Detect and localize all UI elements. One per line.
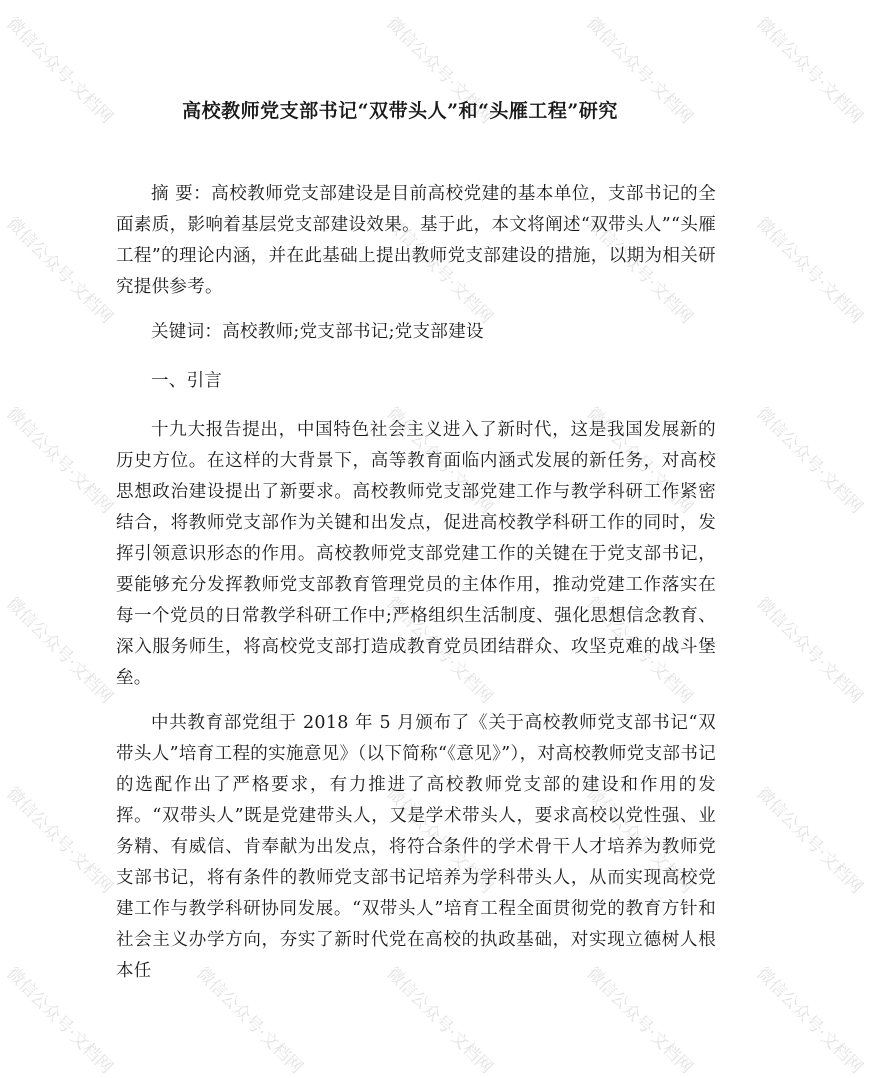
watermark-text: 微信公众号·文档网 <box>2 783 117 898</box>
watermark-text: 微信公众号·文档网 <box>752 13 867 128</box>
watermark-text: 微信公众号·文档网 <box>752 593 867 708</box>
watermark-text: 微信公众号·文档网 <box>382 403 497 518</box>
watermark-text: 微信公众号·文档网 <box>2 213 117 328</box>
keywords-line: 关键词：高校教师;党支部书记;党支部建设 <box>151 322 484 342</box>
watermark-text: 微信公众号·文档网 <box>582 403 697 518</box>
section-heading: 一、引言 <box>151 371 223 391</box>
watermark-text: 微信公众号·文档网 <box>582 783 697 898</box>
watermark-text: 微信公众号·文档网 <box>382 963 497 1078</box>
body-paragraph: 十九大报告提出，中国特色社会主义进入了新时代，这是我国发展新的历史方位。在这样的大背景下，高等教育面临内涵式发展的新任务，对高校思想政治建设提出了新要求。高校教师党支部党建工作与教学科研工作紧密结合，将教师党支部作为关键和出发点，促进高校教学科研工作的同时，发挥引领意识形态的作用。高校教师党支部党建工作的关键在于党支部书记，要能够充分发挥教师党支部教育管理党员的主体作用，推动党建工作落实在每一个党员的日常教学科研工作中;严格组织生活制度、强化思想信念教育、深入服务师生，将高校党支部打造成教育党员团结群众、攻坚克难的战斗堡垒。 <box>116 420 716 688</box>
watermark-text: 微信公众号·文档网 <box>752 783 867 898</box>
watermark-text: 微信公众号·文档网 <box>2 963 117 1078</box>
watermark-text: 微信公众号·文档网 <box>2 403 117 518</box>
watermark-text: 微信公众号·文档网 <box>582 13 697 128</box>
watermark-text: 微信公众号·文档网 <box>582 593 697 708</box>
watermark-text: 微信公众号·文档网 <box>382 593 497 708</box>
document-title: 高校教师党支部书记“双带头人”和“头雁工程”研究 <box>182 100 618 122</box>
watermark-text: 微信公众号·文档网 <box>382 13 497 128</box>
watermark-text: 微信公众号·文档网 <box>192 963 307 1078</box>
document-page <box>116 0 716 987</box>
watermark-text: 微信公众号·文档网 <box>752 213 867 328</box>
watermark-text: 微信公众号·文档网 <box>382 783 497 898</box>
abstract-paragraph: 摘 要：高校教师党支部建设是目前高校党建的基本单位，支部书记的全面素质，影响着基层党支部建设效果。基于此，本文将阐述“双带头人”“头雁工程”的理论内涵，并在此基础上提出教师党支部建设的措施，以期为相关研究提供参考。 <box>116 184 716 297</box>
watermark-text: 微信公众号·文档网 <box>582 213 697 328</box>
watermark-text: 微信公众号·文档网 <box>382 213 497 328</box>
watermark-text: 微信公众号·文档网 <box>2 13 117 128</box>
watermark-text: 微信公众号·文档网 <box>582 963 697 1078</box>
watermark-text: 微信公众号·文档网 <box>2 593 117 708</box>
body-paragraph: 中共教育部党组于 2018 年 5 月颁布了《关于高校教师党支部书记“双带头人”培育工程的实施意见》（以下简称“《意见》”），对高校教师党支部书记的选配作出了严格要求，有力推进了高校教师党支部的建设和作用的发挥。“双带头人”既是党建带头人，又是学术带头人，要求高校以党性强、业务精、有威信、肯奉献为出发点，将符合条件的学术骨干人才培养为教师党支部书记，将有条件的教师党支部书记培养为学科带头人，从而实现高校党建工作与教学科研协同发展。“双带头人”培育工程全面贯彻党的教育方针和社会主义办学方向，夯实了新时代党在高校的执政基础，对实现立德树人根本任 <box>116 713 716 981</box>
watermark-text: 微信公众号·文档网 <box>752 403 867 518</box>
watermark-text: 微信公众号·文档网 <box>752 963 867 1078</box>
